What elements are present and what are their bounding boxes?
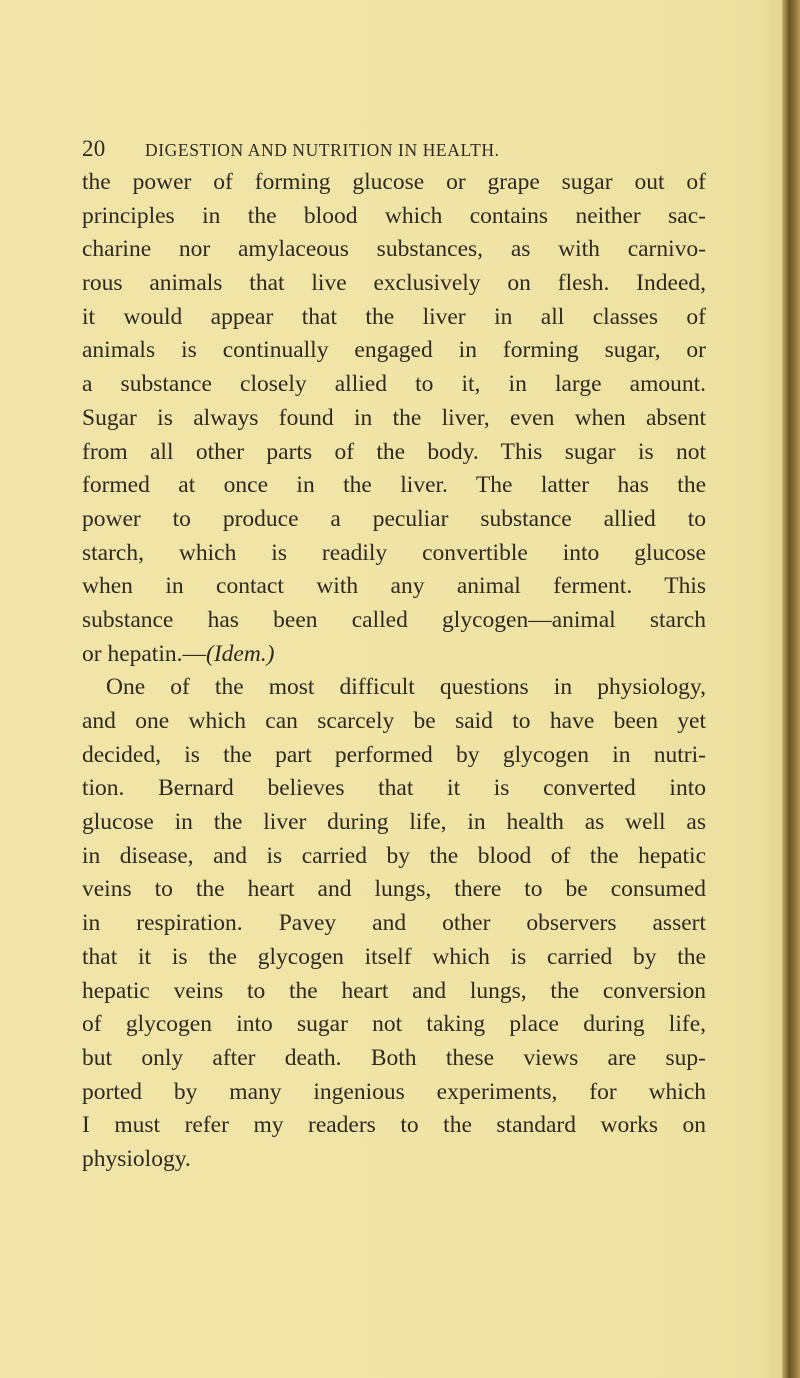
citation: (Idem.) — [206, 640, 275, 667]
text-line: charine nor amylaceous substances, as with carnivo- — [82, 236, 706, 263]
text-line: a substance closely allied to it, in large amount. — [82, 371, 706, 398]
body-text — [82, 166, 706, 1177]
text-line: glucose in the liver during life, in health as well as — [82, 809, 706, 836]
text-line: power to produce a peculiar substance allied to — [82, 505, 706, 532]
text-line: substance has been called glycogen—animal starch — [82, 606, 706, 633]
text-line: in disease, and is carried by the blood of the hepatic — [82, 842, 706, 869]
running-title: DIGESTION AND NUTRITION IN HEALTH. — [145, 140, 500, 160]
text-line: decided, is the part performed by glycogen in nutri- — [82, 741, 706, 768]
text-line: Sugar is always found in the liver, even when absent — [82, 404, 706, 431]
text-line: in respiration. Pavey and other observers assert — [82, 910, 706, 937]
text-line: when in contact with any animal ferment. This — [82, 573, 706, 600]
text-line: and one which can scarcely be said to have been yet — [82, 708, 706, 734]
text-line: formed at once in the liver. The latter has the — [82, 472, 706, 499]
text-line — [82, 638, 706, 672]
text-line: rous animals that live exclusively on flesh. Indeed, — [82, 270, 706, 297]
text-line: that it is the glycogen itself which is carried by the — [82, 943, 706, 970]
text-line: but only after death. Both these views are sup- — [82, 1044, 706, 1071]
text-line: from all other parts of the body. This sugar is not — [82, 438, 706, 465]
text-line: principles in the blood which contains neither sac- — [82, 202, 706, 229]
text-line: of glycogen into sugar not taking place during life, — [82, 1011, 706, 1038]
text-line: veins to the heart and lungs, there to be consumed — [82, 876, 706, 903]
text-line: physiology. — [82, 1145, 191, 1172]
paragraph-1 — [82, 166, 706, 671]
text-fragment: or hepatin.— — [82, 640, 206, 667]
text-line: starch, which is readily convertible into glucose — [82, 539, 706, 566]
paragraph-2 — [82, 671, 706, 1176]
text-line: animals is continually engaged in forming sugar, or — [82, 337, 706, 364]
text-line: it would appear that the liver in all classes of — [82, 303, 706, 330]
page-edge — [782, 0, 800, 1378]
text-line: One of the most difficult questions in physiology, — [106, 674, 706, 701]
text-line: hepatic veins to the heart and lungs, the conversion — [82, 977, 706, 1004]
text-line: I must refer my readers to the standard works on — [82, 1112, 706, 1139]
text-line: tion. Bernard believes that it is converted into — [82, 775, 706, 802]
page-number: 20 — [82, 136, 106, 161]
text-line: ported by many ingenious experiments, for which — [82, 1078, 706, 1105]
text-line: the power of forming glucose or grape sugar out of — [82, 169, 706, 195]
